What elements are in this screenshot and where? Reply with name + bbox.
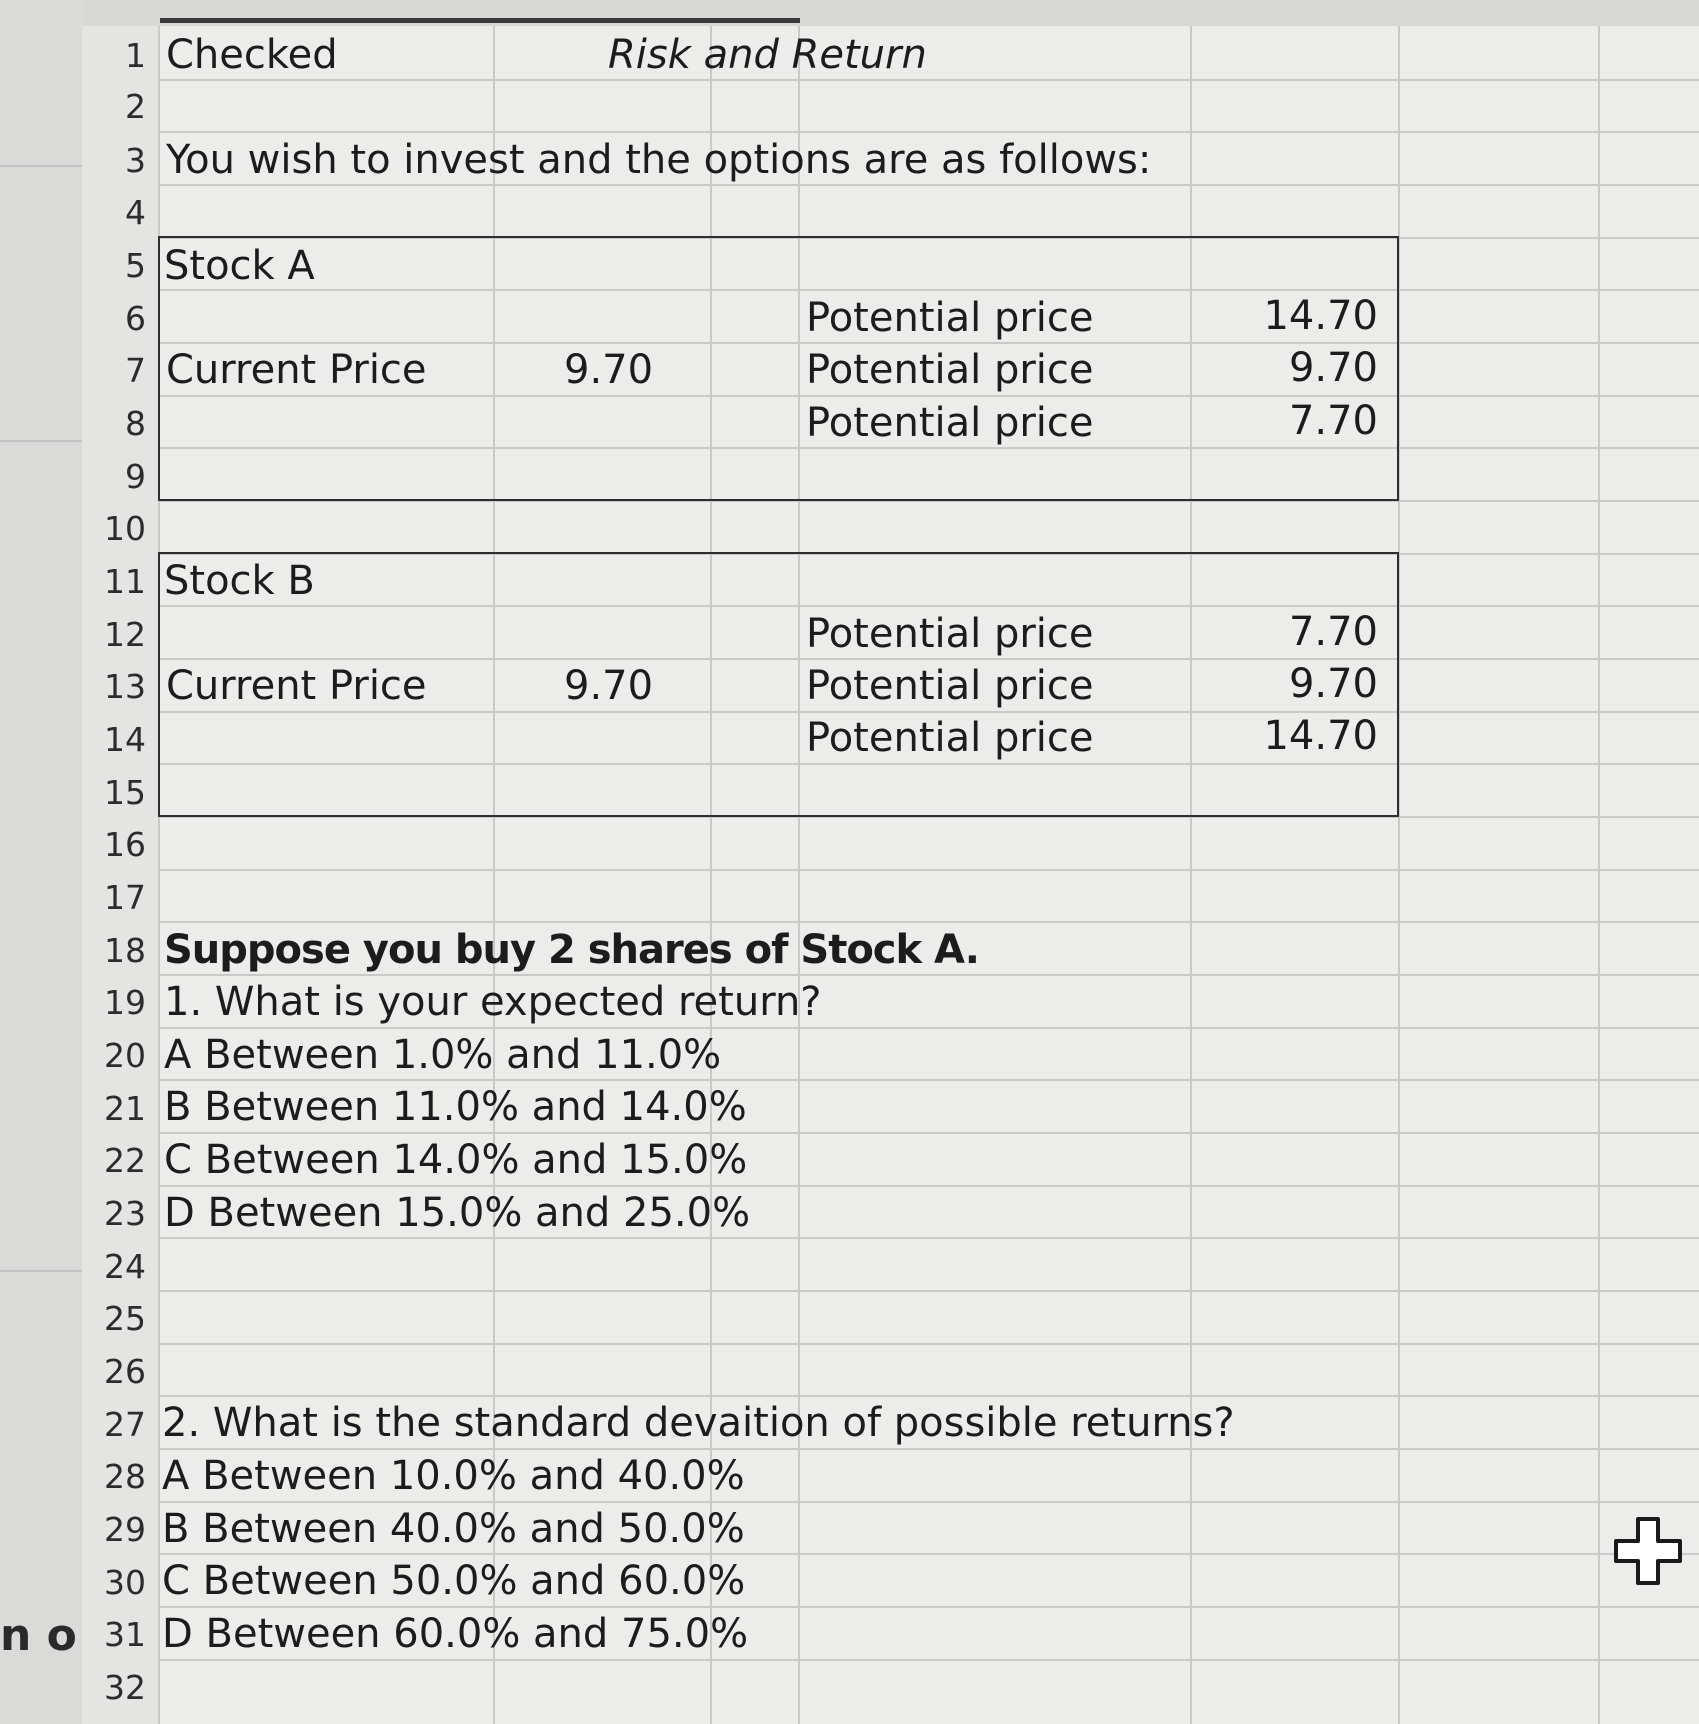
stock-b-label[interactable]: Stock B — [164, 558, 315, 604]
q2-option-a[interactable]: A Between 10.0% and 40.0% — [162, 1453, 745, 1499]
gridline — [1598, 26, 1600, 1724]
row-header[interactable]: 20 — [104, 1036, 146, 1075]
gridline — [158, 869, 1699, 871]
row-header[interactable]: 22 — [104, 1141, 146, 1180]
row-header[interactable]: 3 — [125, 141, 146, 180]
row-header[interactable]: 11 — [104, 562, 146, 601]
spreadsheet-grid[interactable] — [158, 26, 1699, 1724]
q2-option-d[interactable]: D Between 60.0% and 75.0% — [162, 1611, 749, 1657]
row-header[interactable]: 16 — [104, 825, 146, 864]
column-header-underline — [160, 18, 800, 23]
partial-gutter-text: n o — [0, 1610, 77, 1661]
scenario-text[interactable]: Suppose you buy 2 shares of Stock A. — [164, 927, 979, 973]
stock-b-potential-value[interactable]: 7.70 — [1288, 609, 1378, 655]
stock-a-potential-label[interactable]: Potential price — [806, 295, 1094, 341]
row-header[interactable]: 26 — [104, 1352, 146, 1391]
stock-a-current-value[interactable]: 9.70 — [564, 347, 654, 393]
gridline — [158, 921, 1699, 923]
divider — [0, 1270, 82, 1272]
stock-b-current-label[interactable]: Current Price — [166, 663, 427, 709]
gridline — [158, 184, 1699, 186]
row-header[interactable]: 17 — [104, 878, 146, 917]
row-header-column[interactable] — [82, 26, 158, 1724]
gridline — [158, 1659, 1699, 1661]
row-header[interactable]: 15 — [104, 773, 146, 812]
q1-option-a[interactable]: A Between 1.0% and 11.0% — [164, 1032, 722, 1078]
stock-a-label[interactable]: Stock A — [164, 243, 315, 289]
gridline — [158, 79, 1699, 81]
q1-option-b[interactable]: B Between 11.0% and 14.0% — [164, 1084, 747, 1130]
row-header[interactable]: 21 — [104, 1089, 146, 1128]
gridline — [158, 1448, 1699, 1450]
q1-option-c[interactable]: C Between 14.0% and 15.0% — [164, 1137, 748, 1183]
row-header[interactable]: 10 — [104, 509, 146, 548]
stock-a-potential-label[interactable]: Potential price — [806, 347, 1094, 393]
row-header[interactable]: 13 — [104, 667, 146, 706]
gridline — [158, 974, 1699, 976]
question-2[interactable]: 2. What is the standard devaition of possible returns? — [162, 1400, 1235, 1446]
gridline — [158, 1027, 1699, 1029]
divider — [0, 440, 82, 442]
stock-b-current-value[interactable]: 9.70 — [564, 663, 654, 709]
row-header[interactable]: 24 — [104, 1247, 146, 1286]
q2-option-b[interactable]: B Between 40.0% and 50.0% — [162, 1506, 745, 1552]
gridline — [158, 1132, 1699, 1134]
gridline — [158, 1501, 1699, 1503]
plus-cursor-icon — [1612, 1515, 1684, 1587]
checked-cell[interactable]: Checked — [166, 32, 338, 78]
stock-b-potential-value[interactable]: 14.70 — [1263, 713, 1378, 759]
row-header[interactable]: 8 — [125, 404, 146, 443]
row-header[interactable]: 9 — [125, 457, 146, 496]
gridline — [158, 1395, 1699, 1397]
q1-option-d[interactable]: D Between 15.0% and 25.0% — [164, 1190, 751, 1236]
gridline — [158, 1343, 1699, 1345]
row-header[interactable]: 27 — [104, 1405, 146, 1444]
question-1[interactable]: 1. What is your expected return? — [164, 979, 822, 1025]
row-header[interactable]: 12 — [104, 615, 146, 654]
row-header[interactable]: 7 — [125, 351, 146, 390]
row-header[interactable]: 6 — [125, 299, 146, 338]
row-header[interactable]: 31 — [104, 1615, 146, 1654]
gridline — [158, 1553, 1699, 1555]
gridline — [158, 1606, 1699, 1608]
row-header[interactable]: 5 — [125, 246, 146, 285]
stock-a-potential-value[interactable]: 9.70 — [1288, 345, 1378, 391]
stock-b-potential-value[interactable]: 9.70 — [1288, 661, 1378, 707]
row-header[interactable]: 1 — [125, 36, 146, 75]
sheet-heading[interactable]: Risk and Return — [608, 32, 927, 78]
row-header[interactable]: 25 — [104, 1299, 146, 1338]
row-header[interactable]: 4 — [125, 193, 146, 232]
stock-b-potential-label[interactable]: Potential price — [806, 611, 1094, 657]
gridline — [158, 1290, 1699, 1292]
row-header[interactable]: 32 — [104, 1668, 146, 1707]
row-header[interactable]: 19 — [104, 983, 146, 1022]
row-header[interactable]: 18 — [104, 931, 146, 970]
row-header[interactable]: 30 — [104, 1563, 146, 1602]
stock-b-potential-label[interactable]: Potential price — [806, 715, 1094, 761]
stock-a-potential-label[interactable]: Potential price — [806, 400, 1094, 446]
intro-text[interactable]: You wish to invest and the options are as follows: — [166, 137, 1152, 183]
stock-a-potential-value[interactable]: 7.70 — [1288, 398, 1378, 444]
stock-b-potential-label[interactable]: Potential price — [806, 663, 1094, 709]
window-edge — [0, 0, 82, 1724]
gridline — [158, 1185, 1699, 1187]
stock-a-potential-value[interactable]: 14.70 — [1263, 293, 1378, 339]
stock-a-current-label[interactable]: Current Price — [166, 347, 427, 393]
row-header[interactable]: 28 — [104, 1457, 146, 1496]
row-header[interactable]: 14 — [104, 720, 146, 759]
gridline — [158, 131, 1699, 133]
gridline — [158, 1237, 1699, 1239]
row-header[interactable]: 29 — [104, 1510, 146, 1549]
row-header[interactable]: 2 — [125, 87, 146, 126]
q2-option-c[interactable]: C Between 50.0% and 60.0% — [162, 1558, 746, 1604]
row-header[interactable]: 23 — [104, 1194, 146, 1233]
gridline — [158, 1079, 1699, 1081]
divider — [0, 165, 82, 167]
